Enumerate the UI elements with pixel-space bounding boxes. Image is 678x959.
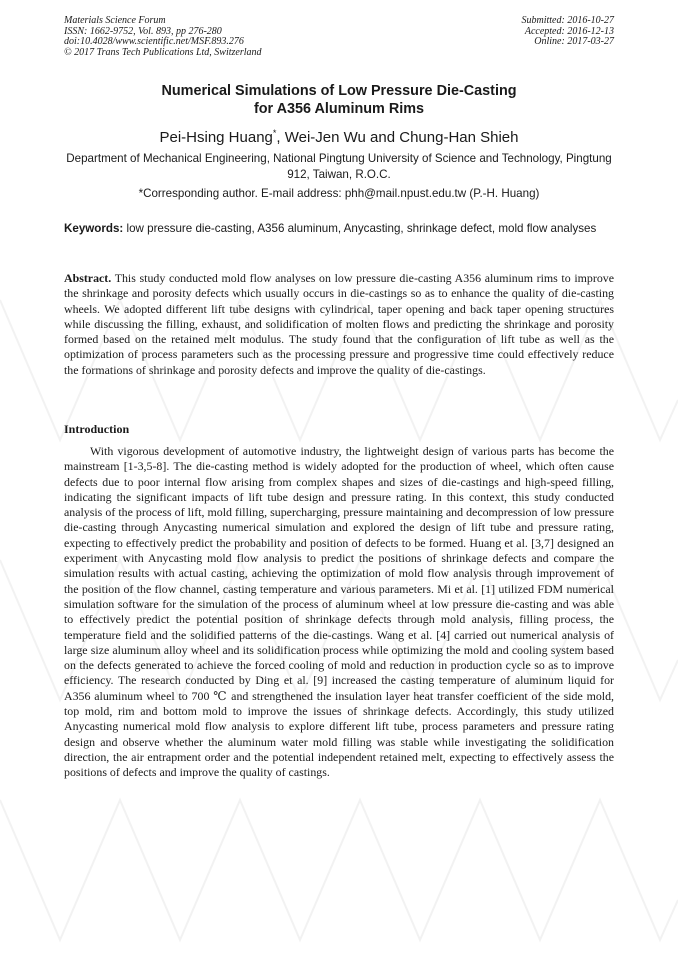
- abstract-text: This study conducted mold flow analyses on low pressure die-casting A356 aluminum rims to improve the shrinkage and porosity defects which usually occurs in die-castings so as to enhance the quality of die-casting wheels. We adopted different lift tube designs with cylindrical, taper opening and back taper opening structures while discussing the filling, exhaust, and solidification of molten flows and predicting the shrinkage and porosity formed based on the retained melt modulus. The study found that the configuration of lift tube as well as the optimization of process parameters such as the processing pressure and progressive time could effectively reduce the formations of shrinkage and porosity defects and improve the quality of die-castings.: [64, 271, 614, 377]
- journal-name: Materials Science Forum: [64, 15, 166, 26]
- title-line-1: Numerical Simulations of Low Pressure Die-Casting: [161, 83, 517, 99]
- abstract-label: Abstract.: [64, 271, 112, 285]
- date-online: Online: 2017-03-27: [534, 36, 614, 47]
- keywords-label: Keywords:: [64, 222, 124, 235]
- author-corresponding: Pei-Hsing Huang: [159, 129, 273, 146]
- author-list: [64, 124, 614, 147]
- affiliation: Department of Mechanical Engineering, National Pingtung University of Science and Technology, Pingtung 912, Taiwan, R.O.C.: [66, 152, 612, 181]
- title-line-2: for A356 Aluminum Rims: [253, 101, 425, 117]
- publication-dates: [522, 16, 615, 48]
- journal-issn: ISSN: 1662-9752, Vol. 893, pp 276-280: [64, 25, 222, 37]
- introduction-paragraph: With vigorous development of automotive industry, the lightweight design of various parts has become the mainstream [1-3,5-8]. The die-casting method is widely adopted for the production of wheel, which often cause defects due to poor internal flow arising from complex shapes and sizes of die-castings and high-speed filling, indicating the significant impacts of lift tube design and pressure rating. In this context, this study conducted analysis of the process of lift, mold filling, supercharging, pressure maintaining and decompression of low pressure die-casting through Anycasting numerical simulation and explored the design of lift tube and pressure rating, expecting to effectively predict the probability and position of defects to be formed. Huang et al. [3,7] designed an experiment with Anycasting mold flow analysis to predict the positions of shrinkage defects and compare the simulation results with actual casting, achieving the optimization of mold flow analysis through improvement of the position of the flow channel, casting temperature and various parameters. Mi et al. [1] utilized FDM numerical simulation software for the simulation of the process of aluminum wheel at low pressure die-casting and was able to effectively predict the potential position of shrinkage defects through mold analysis, filling process, the temperature field and the solidified patterns of the die-castings. Wang et al. [4] carried out numerical analysis of large size aluminum alloy wheel and its solidification process while optimizing the mold and cooling system based on the defects generated to achieve the forced cooling of mold and reduction in production cycle so as to improve efficiency. The research conducted by Ding et al. [9] increased the casting temperature of aluminum liquid for A356 aluminum wheel to 700 ℃ and strengthened the insulation layer heat transfer coefficient of the side mold, top mold, rim and bottom mold to improve the issues of shrinkage defects. Accordingly, this study utilized Anycasting numerical mold flow analysis to explore different lift tube, process parameters and pressure rating design and observe whether the aluminum water mold filling was stable while investigating the solidification direction, the air entrapment order and the potential independent retained melt, expecting to effectively assess the positions of defects and improve the quality of castings.: [64, 444, 614, 780]
- section-heading-introduction: Introduction: [64, 422, 130, 436]
- date-accepted: Accepted: 2016-12-13: [524, 25, 614, 37]
- keywords: [64, 221, 614, 236]
- corresponding-mark: *: [272, 128, 277, 138]
- keywords-text: low pressure die-casting, A356 aluminum, Anycasting, shrinkage defect, mold flow analyses: [123, 222, 597, 235]
- date-submitted: Submitted: 2016-10-27: [521, 15, 614, 26]
- author-others: , Wei-Jen Wu and Chung-Han Shieh: [276, 129, 519, 146]
- abstract: [64, 271, 614, 378]
- corresponding-author-note: *Corresponding author. E-mail address: phh@mail.npust.edu.tw (P.-H. Huang): [138, 187, 540, 200]
- paper-title: [64, 82, 614, 118]
- journal-info: [64, 16, 262, 58]
- journal-copyright: © 2017 Trans Tech Publications Ltd, Switzerland: [64, 46, 262, 58]
- journal-doi[interactable]: doi:10.4028/www.scientific.net/MSF.893.276: [64, 36, 244, 47]
